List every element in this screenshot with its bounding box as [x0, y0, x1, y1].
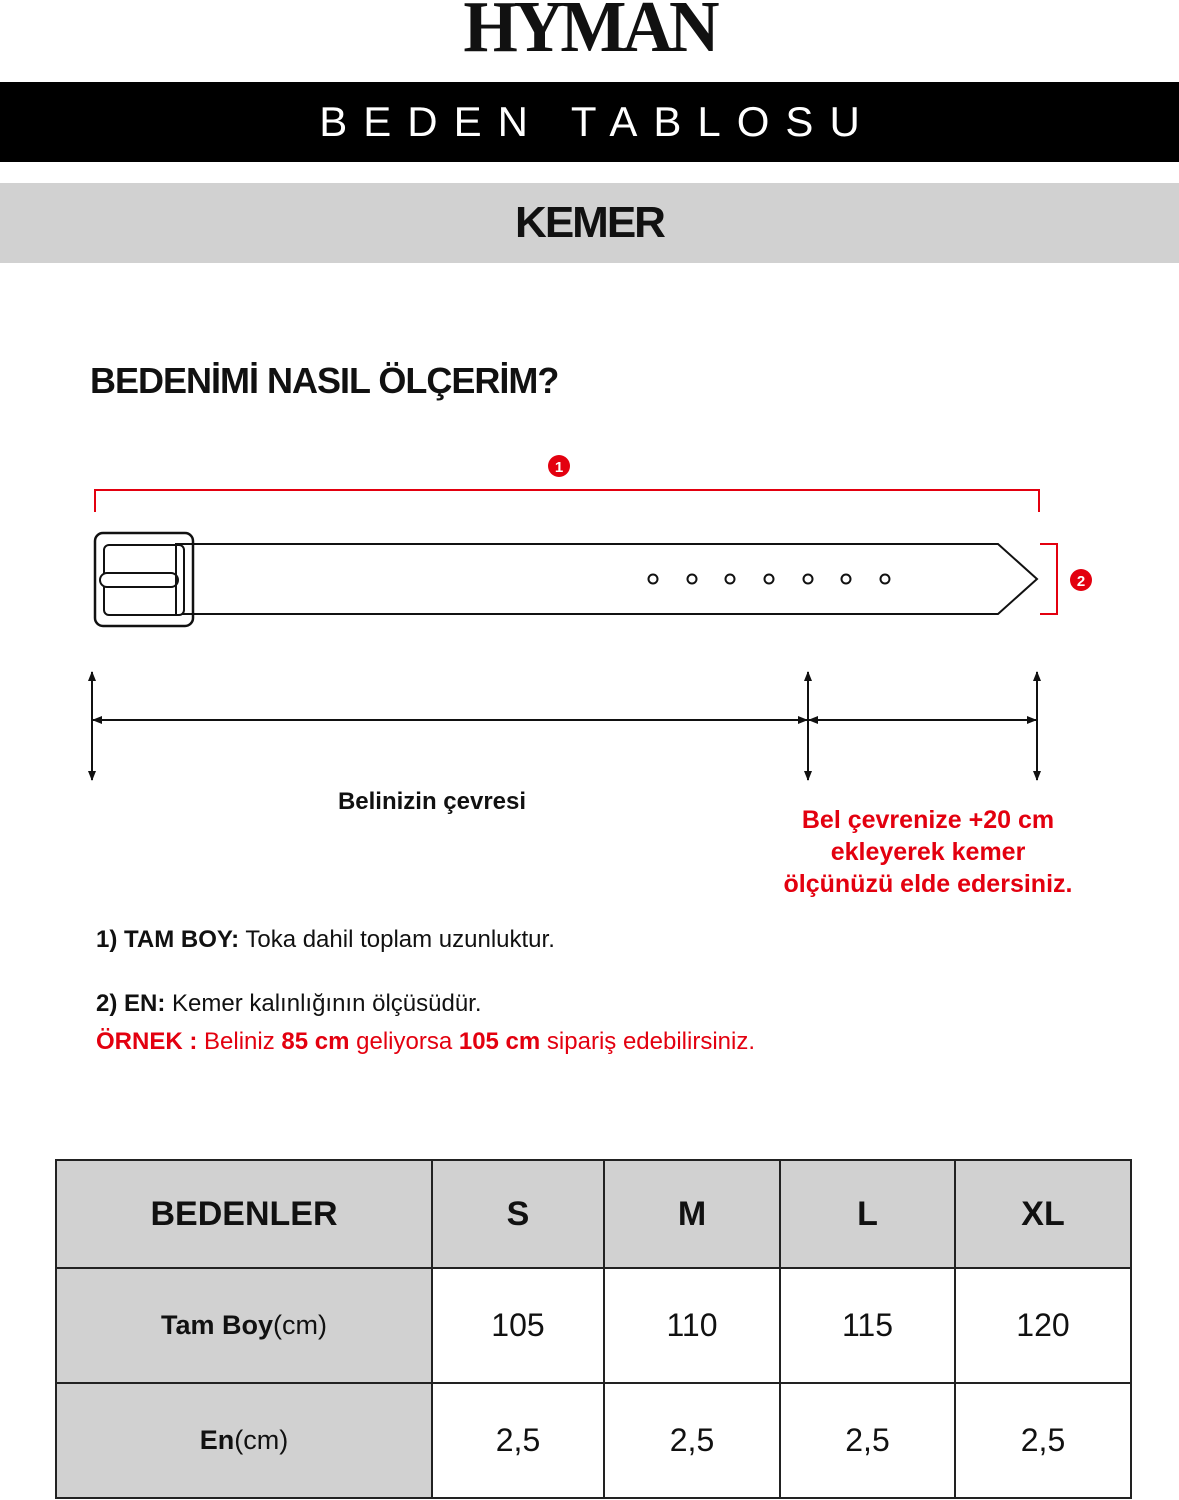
- belt-diagram: [0, 440, 1179, 790]
- note-1-text: Toka dahil toplam uzunluktur.: [239, 926, 555, 953]
- marker-2-label: 2: [1076, 573, 1086, 590]
- example-text-2: geliyorsa: [349, 1028, 459, 1055]
- page-title: BEDEN TABLOSU: [319, 98, 876, 145]
- row-label-full-length: [56, 1268, 432, 1383]
- table-cell: 120: [955, 1268, 1131, 1383]
- add-label-line-2: ekleyerek kemer: [830, 838, 1026, 866]
- add-label-line-3: ölçünüzü elde edersiniz.: [783, 870, 1073, 898]
- table-cell: 2,5: [604, 1383, 780, 1498]
- size-table: [55, 1159, 1132, 1499]
- note-width: [96, 990, 482, 1018]
- row-label-name: En: [199, 1425, 235, 1455]
- row-label-name: Tam Boy: [160, 1310, 274, 1340]
- category-title: KEMER: [515, 198, 664, 247]
- measure-arrows: [92, 672, 1037, 780]
- header-cell-xl: XL: [955, 1160, 1131, 1268]
- brand-logo: HYMAN: [463, 0, 716, 68]
- table-cell: 2,5: [432, 1383, 604, 1498]
- header-cell-s: S: [432, 1160, 604, 1268]
- belt-icon: [95, 533, 1037, 626]
- table-cell: 105: [432, 1268, 604, 1383]
- table-header-row: [56, 1160, 1131, 1268]
- example-label: ÖRNEK :: [96, 1028, 198, 1055]
- table-row: [56, 1383, 1131, 1498]
- example-text-3: sipariş edebilirsiniz.: [540, 1028, 755, 1055]
- example-value-2: 105 cm: [458, 1028, 541, 1055]
- header-cell-l: L: [780, 1160, 955, 1268]
- example-value-1: 85 cm: [281, 1028, 350, 1055]
- note-full-length: [96, 926, 555, 954]
- example-text-1: Beliniz: [197, 1028, 282, 1055]
- marker-1-icon: [548, 455, 570, 477]
- table-cell: 115: [780, 1268, 955, 1383]
- waist-label: Belinizin çevresi: [337, 788, 527, 815]
- how-to-measure-title: BEDENİMİ NASIL ÖLÇERİM?: [90, 360, 559, 401]
- add-label-line-1: Bel çevrenize +20 cm: [801, 806, 1055, 834]
- table-cell: 110: [604, 1268, 780, 1383]
- marker-1-label: 1: [554, 459, 564, 476]
- note-2-text: Kemer kalınlığının ölçüsüdür.: [165, 990, 482, 1017]
- example-note: [96, 1028, 755, 1056]
- row-label-unit: (cm): [234, 1425, 289, 1455]
- header-cell-sizes: BEDENLER: [56, 1160, 432, 1268]
- header-cell-m: M: [604, 1160, 780, 1268]
- row-label-unit: (cm): [273, 1310, 327, 1340]
- table-cell: 2,5: [955, 1383, 1131, 1498]
- length-bracket: [95, 490, 1039, 512]
- table-row: [56, 1268, 1131, 1383]
- marker-2-icon: [1070, 569, 1092, 591]
- row-label-width: [56, 1383, 432, 1498]
- note-1-label: 1) TAM BOY:: [96, 926, 240, 953]
- width-bracket: [1040, 544, 1057, 614]
- table-cell: 2,5: [780, 1383, 955, 1498]
- header-bar: [0, 82, 1179, 162]
- note-2-label: 2) EN:: [96, 990, 166, 1017]
- add-20cm-label: [770, 804, 1086, 900]
- category-bar: [0, 183, 1179, 263]
